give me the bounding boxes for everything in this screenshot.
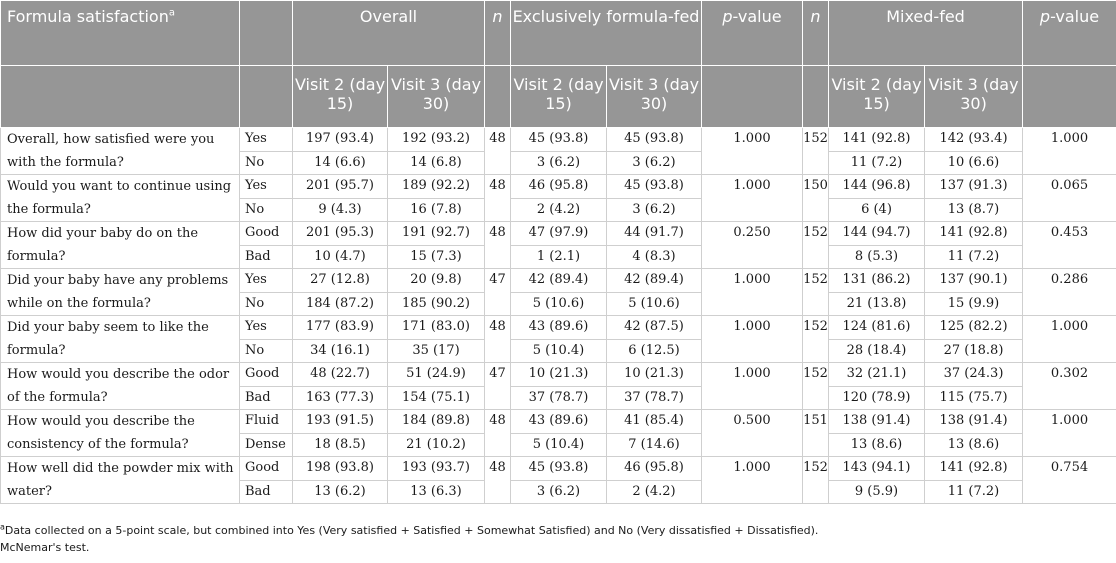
question-cell: How well did the powder mix with water? [1,457,240,504]
exclusive-visit-3-cell: 45 (93.8) [607,175,702,199]
exclusive-visit-2-cell: 37 (78.7) [511,386,607,410]
option-label: Fluid [240,410,293,434]
mixed-visit-2-cell: 28 (18.4) [829,339,925,363]
n-exclusive-cell: 48 [485,128,511,175]
header-overall-visit-2: Visit 2 (day 15) [293,66,388,128]
footnote-test: McNemar's test. [0,541,90,554]
overall-visit-3-cell: 14 (6.8) [388,151,485,175]
option-label: Bad [240,480,293,504]
option-label: Yes [240,175,293,199]
overall-visit-2-cell: 201 (95.7) [293,175,388,199]
mixed-visit-3-cell: 13 (8.6) [925,433,1023,457]
n-mixed-cell: 152 [803,316,829,363]
overall-visit-3-cell: 185 (90.2) [388,292,485,316]
exclusive-visit-2-cell: 43 (89.6) [511,316,607,340]
p-value-exclusive-cell: 1.000 [702,457,803,504]
mixed-visit-2-cell: 124 (81.6) [829,316,925,340]
table-row [1,457,1116,481]
table-body [1,128,1116,504]
header-n-mixed: n [803,1,829,66]
question-cell: How did your baby do on the formula? [1,222,240,269]
p-value-mixed-cell: 0.453 [1023,222,1116,269]
exclusive-visit-3-cell: 42 (89.4) [607,269,702,293]
overall-visit-2-cell: 163 (77.3) [293,386,388,410]
overall-visit-2-cell: 13 (6.2) [293,480,388,504]
question-cell: Would you want to continue using the formula? [1,175,240,222]
exclusive-visit-3-cell: 5 (10.6) [607,292,702,316]
mixed-visit-3-cell: 37 (24.3) [925,363,1023,387]
option-label: No [240,198,293,222]
overall-visit-3-cell: 193 (93.7) [388,457,485,481]
n-mixed-cell: 152 [803,222,829,269]
table-row [1,316,1116,340]
mixed-visit-3-cell: 11 (7.2) [925,245,1023,269]
n-exclusive-cell: 47 [485,363,511,410]
header-blank [803,66,829,128]
option-label: Good [240,363,293,387]
p-value-exclusive-cell: 1.000 [702,269,803,316]
mixed-visit-2-cell: 13 (8.6) [829,433,925,457]
table-row [1,128,1116,152]
overall-visit-3-cell: 20 (9.8) [388,269,485,293]
exclusive-visit-2-cell: 5 (10.6) [511,292,607,316]
overall-visit-3-cell: 171 (83.0) [388,316,485,340]
n-exclusive-cell: 48 [485,410,511,457]
header-mixed-visit-3: Visit 3 (day 30) [925,66,1023,128]
overall-visit-2-cell: 193 (91.5) [293,410,388,434]
option-label: No [240,292,293,316]
option-label: Yes [240,316,293,340]
overall-visit-3-cell: 192 (93.2) [388,128,485,152]
question-cell: How would you describe the consistency of the formula? [1,410,240,457]
mixed-visit-2-cell: 32 (21.1) [829,363,925,387]
table-row [1,410,1116,434]
mixed-visit-2-cell: 143 (94.1) [829,457,925,481]
n-exclusive-cell: 48 [485,222,511,269]
exclusive-visit-3-cell: 44 (91.7) [607,222,702,246]
overall-visit-2-cell: 201 (95.3) [293,222,388,246]
mixed-visit-2-cell: 138 (91.4) [829,410,925,434]
p-value-mixed-cell: 1.000 [1023,128,1116,175]
question-cell: How would you describe the odor of the formula? [1,363,240,410]
p-value-exclusive-cell: 0.250 [702,222,803,269]
mixed-visit-3-cell: 13 (8.7) [925,198,1023,222]
overall-visit-2-cell: 9 (4.3) [293,198,388,222]
overall-visit-3-cell: 154 (75.1) [388,386,485,410]
question-cell: Overall, how satisfied were you with the formula? [1,128,240,175]
mixed-visit-3-cell: 141 (92.8) [925,457,1023,481]
header-blank [1023,66,1116,128]
table-row [1,269,1116,293]
n-mixed-cell: 150 [803,175,829,222]
mixed-visit-2-cell: 9 (5.9) [829,480,925,504]
header-exclusively-formula-fed: Exclusively formula-fed [511,1,702,66]
p-value-mixed-cell: 0.065 [1023,175,1116,222]
overall-visit-2-cell: 27 (12.8) [293,269,388,293]
exclusive-visit-2-cell: 5 (10.4) [511,339,607,363]
p-value-exclusive-cell: 1.000 [702,316,803,363]
mixed-visit-2-cell: 131 (86.2) [829,269,925,293]
p-value-exclusive-cell: 1.000 [702,363,803,410]
overall-visit-2-cell: 10 (4.7) [293,245,388,269]
mixed-visit-2-cell: 8 (5.3) [829,245,925,269]
mixed-visit-2-cell: 144 (96.8) [829,175,925,199]
mixed-visit-3-cell: 125 (82.2) [925,316,1023,340]
overall-visit-2-cell: 198 (93.8) [293,457,388,481]
p-value-exclusive-cell: 0.500 [702,410,803,457]
p-value-exclusive-cell: 1.000 [702,175,803,222]
header-formula-satisfaction: Formula satisfaction$^a$ [1,1,240,66]
n-exclusive-cell: 48 [485,316,511,363]
overall-visit-3-cell: 15 (7.3) [388,245,485,269]
exclusive-visit-3-cell: 3 (6.2) [607,151,702,175]
option-label: Yes [240,269,293,293]
mixed-visit-3-cell: 142 (93.4) [925,128,1023,152]
exclusive-visit-2-cell: 47 (97.9) [511,222,607,246]
n-mixed-cell: 152 [803,457,829,504]
exclusive-visit-2-cell: 46 (95.8) [511,175,607,199]
mixed-visit-3-cell: 137 (90.1) [925,269,1023,293]
overall-visit-3-cell: 184 (89.8) [388,410,485,434]
overall-visit-2-cell: 197 (93.4) [293,128,388,152]
option-label: Bad [240,245,293,269]
header-overall-visit-3: Visit 3 (day 30) [388,66,485,128]
option-label: No [240,151,293,175]
question-cell: Did your baby seem to like the formula? [1,316,240,363]
mixed-visit-3-cell: 115 (75.7) [925,386,1023,410]
header-overall: Overall [293,1,485,66]
exclusive-visit-3-cell: 7 (14.6) [607,433,702,457]
overall-visit-3-cell: 21 (10.2) [388,433,485,457]
header-p-value-exclusive: p-value [702,1,803,66]
header-option [240,1,293,66]
option-label: Dense [240,433,293,457]
option-label: Yes [240,128,293,152]
question-cell: Did your baby have any problems while on the formula? [1,269,240,316]
mixed-visit-3-cell: 11 (7.2) [925,480,1023,504]
n-exclusive-cell: 47 [485,269,511,316]
p-value-mixed-cell: 0.754 [1023,457,1116,504]
exclusive-visit-2-cell: 43 (89.6) [511,410,607,434]
p-value-mixed-cell: 1.000 [1023,410,1116,457]
header-blank [702,66,803,128]
overall-visit-3-cell: 51 (24.9) [388,363,485,387]
overall-visit-2-cell: 14 (6.6) [293,151,388,175]
exclusive-visit-3-cell: 46 (95.8) [607,457,702,481]
overall-visit-2-cell: 48 (22.7) [293,363,388,387]
overall-visit-3-cell: 35 (17) [388,339,485,363]
overall-visit-3-cell: 16 (7.8) [388,198,485,222]
exclusive-visit-2-cell: 5 (10.4) [511,433,607,457]
mixed-visit-3-cell: 27 (18.8) [925,339,1023,363]
n-mixed-cell: 152 [803,269,829,316]
exclusive-visit-3-cell: 37 (78.7) [607,386,702,410]
table-row [1,222,1116,246]
exclusive-visit-2-cell: 3 (6.2) [511,151,607,175]
exclusive-visit-2-cell: 10 (21.3) [511,363,607,387]
n-mixed-cell: 152 [803,363,829,410]
overall-visit-2-cell: 34 (16.1) [293,339,388,363]
exclusive-visit-2-cell: 45 (93.8) [511,457,607,481]
mixed-visit-3-cell: 10 (6.6) [925,151,1023,175]
overall-visit-3-cell: 191 (92.7) [388,222,485,246]
table-row [1,175,1116,199]
exclusive-visit-3-cell: 6 (12.5) [607,339,702,363]
exclusive-visit-3-cell: 45 (93.8) [607,128,702,152]
mixed-visit-2-cell: 141 (92.8) [829,128,925,152]
mixed-visit-2-cell: 6 (4) [829,198,925,222]
mixed-visit-2-cell: 11 (7.2) [829,151,925,175]
option-label: Bad [240,386,293,410]
footnote-a: $^a$Data collected on a 5-point scale, but combined into Yes (Very satisfied + Satisfied + Somewhat Satisfied) and No (Very dissatisfied + Dissatisfied). [0,522,819,537]
footnotes [0,522,1116,556]
exclusive-visit-3-cell: 42 (87.5) [607,316,702,340]
p-value-exclusive-cell: 1.000 [702,128,803,175]
mixed-visit-2-cell: 144 (94.7) [829,222,925,246]
option-label: Good [240,457,293,481]
header-p-value-mixed: p-value [1023,1,1116,66]
header-mixed-fed: Mixed-fed [829,1,1023,66]
mixed-visit-3-cell: 138 (91.4) [925,410,1023,434]
exclusive-visit-3-cell: 10 (21.3) [607,363,702,387]
overall-visit-2-cell: 184 (87.2) [293,292,388,316]
exclusive-visit-2-cell: 1 (2.1) [511,245,607,269]
overall-visit-3-cell: 189 (92.2) [388,175,485,199]
table-row [1,363,1116,387]
mixed-visit-2-cell: 21 (13.8) [829,292,925,316]
exclusive-visit-3-cell: 41 (85.4) [607,410,702,434]
header-mixed-visit-2: Visit 2 (day 15) [829,66,925,128]
exclusive-visit-2-cell: 3 (6.2) [511,480,607,504]
n-mixed-cell: 151 [803,410,829,457]
header-blank [240,66,293,128]
mixed-visit-2-cell: 120 (78.9) [829,386,925,410]
mixed-visit-3-cell: 137 (91.3) [925,175,1023,199]
header-exclusive-visit-2: Visit 2 (day 15) [511,66,607,128]
n-exclusive-cell: 48 [485,175,511,222]
header-n-exclusive: n [485,1,511,66]
option-label: Good [240,222,293,246]
exclusive-visit-3-cell: 3 (6.2) [607,198,702,222]
p-value-mixed-cell: 0.302 [1023,363,1116,410]
exclusive-visit-3-cell: 4 (8.3) [607,245,702,269]
p-value-mixed-cell: 0.286 [1023,269,1116,316]
overall-visit-3-cell: 13 (6.3) [388,480,485,504]
header-blank [1,66,240,128]
mixed-visit-3-cell: 141 (92.8) [925,222,1023,246]
n-exclusive-cell: 48 [485,457,511,504]
n-mixed-cell: 152 [803,128,829,175]
mixed-visit-3-cell: 15 (9.9) [925,292,1023,316]
exclusive-visit-3-cell: 2 (4.2) [607,480,702,504]
header-blank [485,66,511,128]
exclusive-visit-2-cell: 42 (89.4) [511,269,607,293]
option-label: No [240,339,293,363]
overall-visit-2-cell: 18 (8.5) [293,433,388,457]
header-exclusive-visit-3: Visit 3 (day 30) [607,66,702,128]
exclusive-visit-2-cell: 2 (4.2) [511,198,607,222]
exclusive-visit-2-cell: 45 (93.8) [511,128,607,152]
p-value-mixed-cell: 1.000 [1023,316,1116,363]
overall-visit-2-cell: 177 (83.9) [293,316,388,340]
